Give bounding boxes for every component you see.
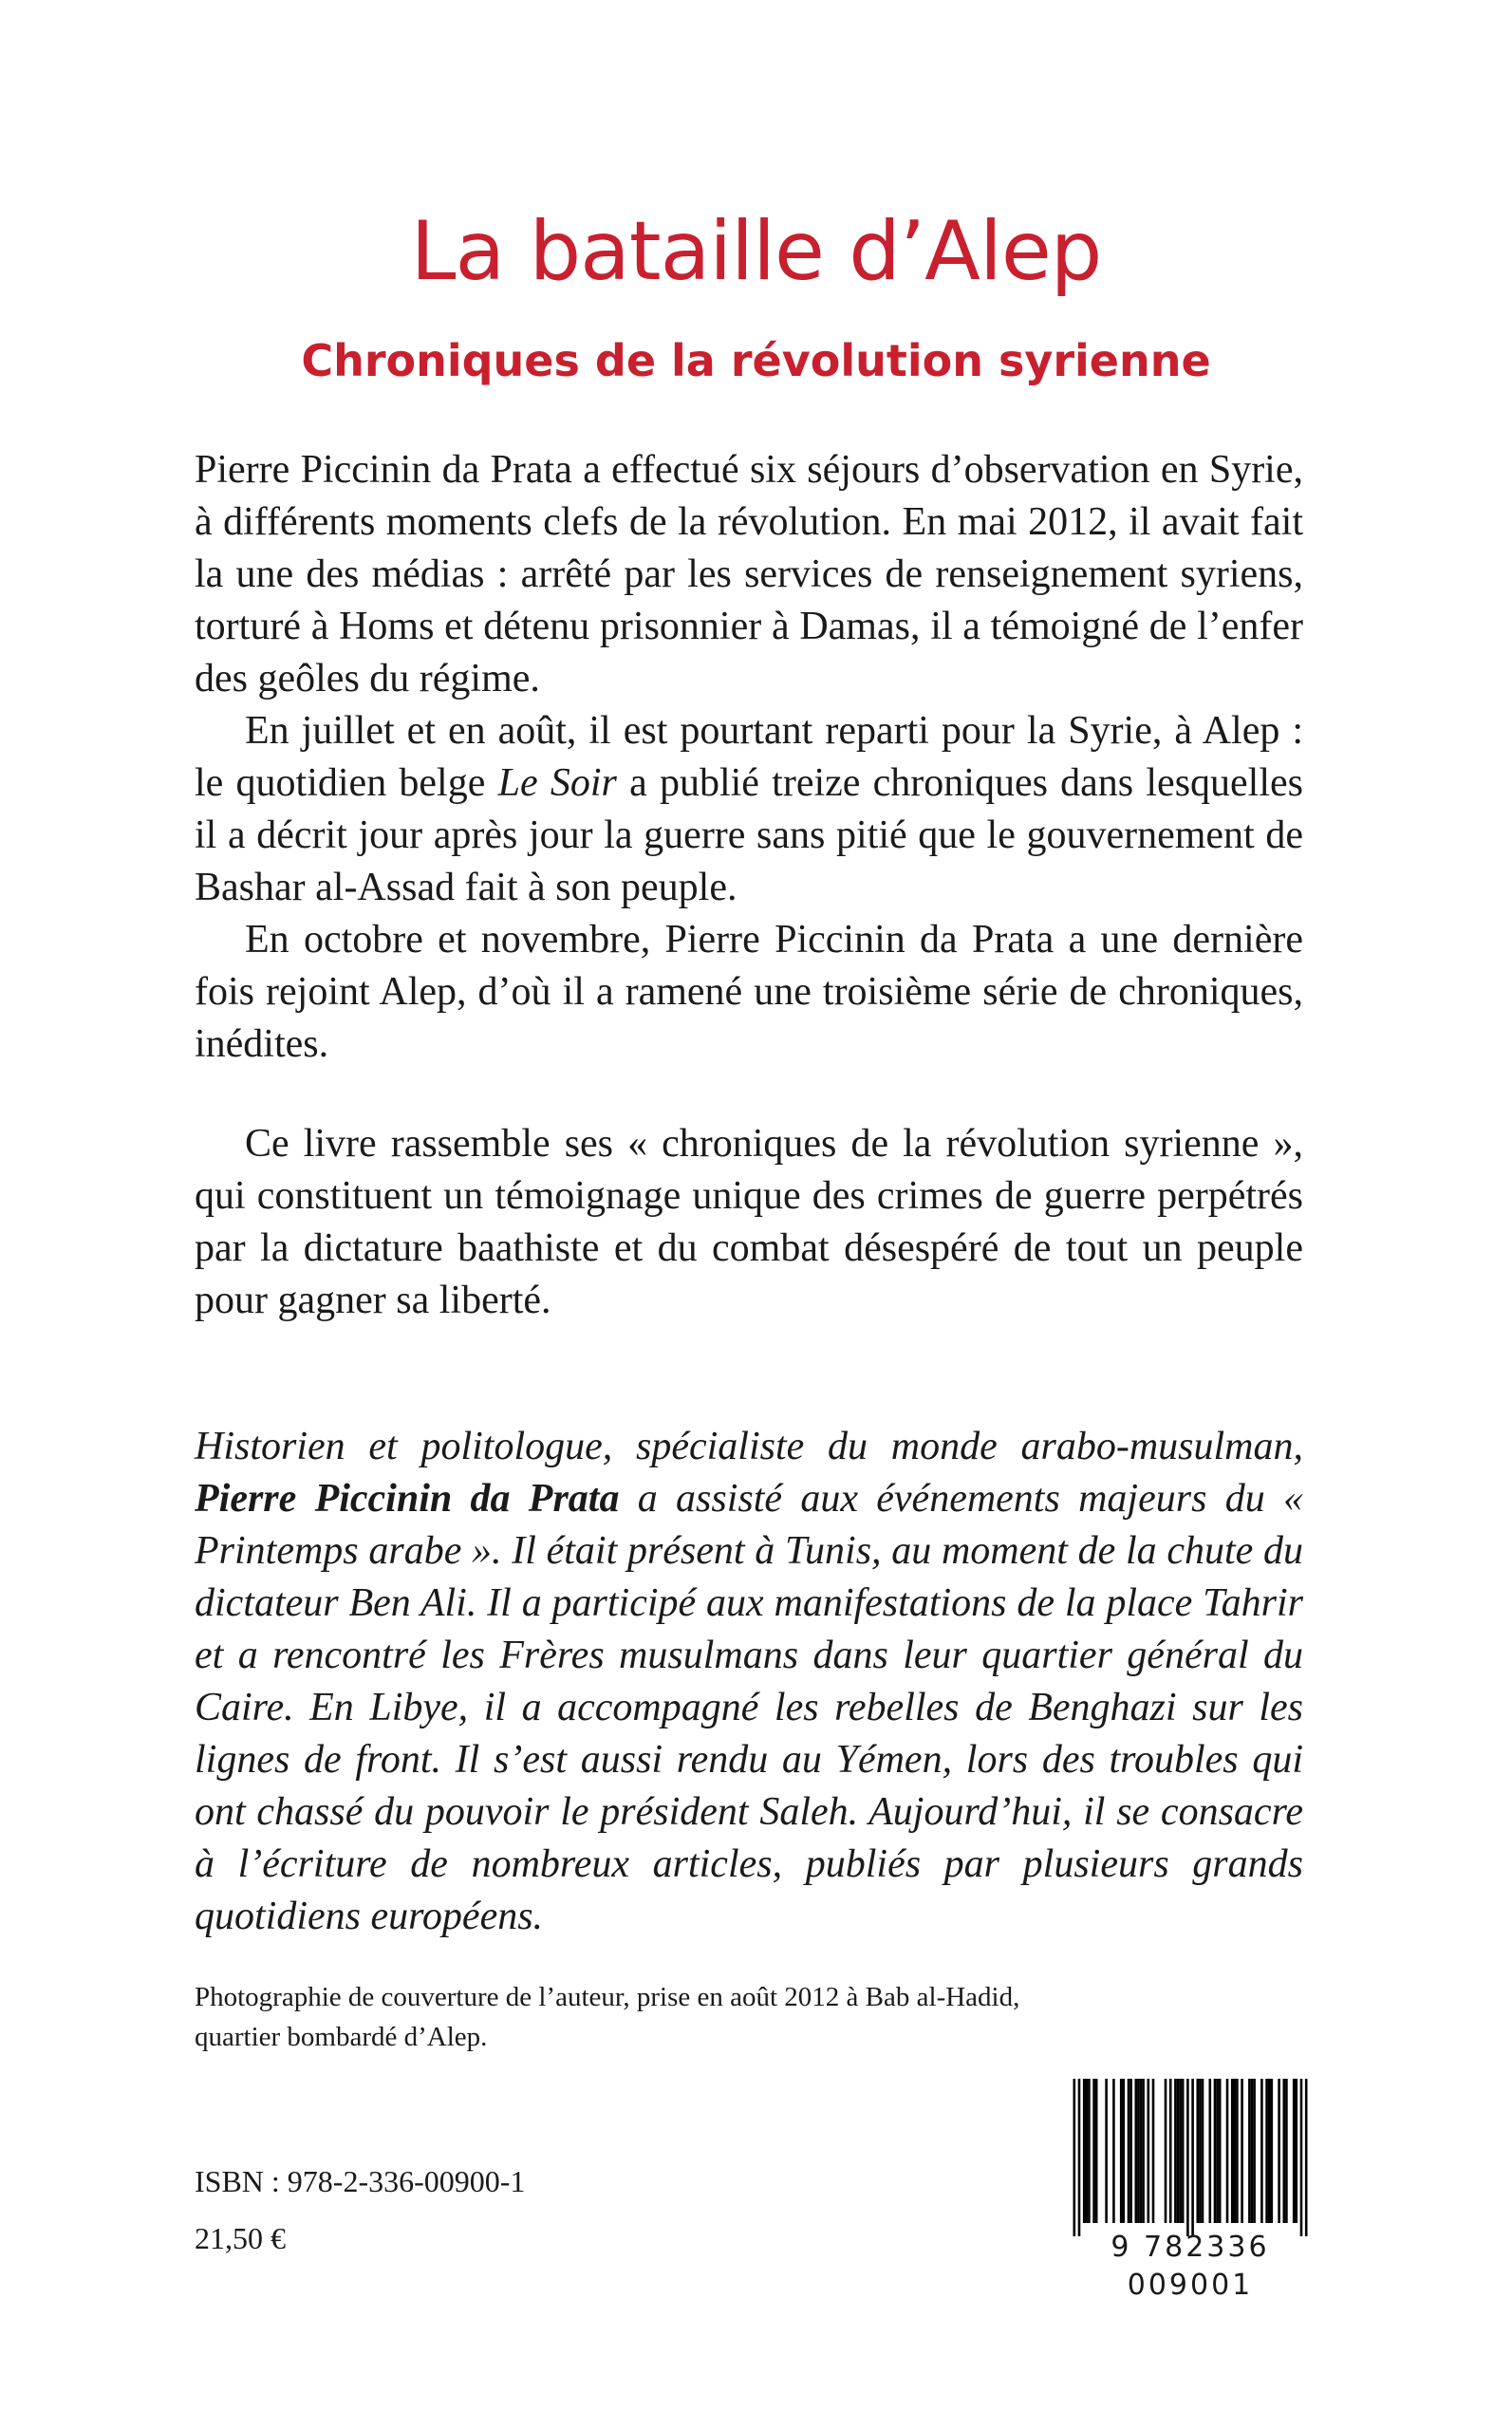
author-name: Pierre Piccinin da Prata [195, 1477, 620, 1521]
barcode-bar [1305, 2079, 1308, 2236]
barcode-bar [1268, 2079, 1271, 2223]
barcode-bar [1300, 2079, 1303, 2236]
barcode-bar [1105, 2079, 1108, 2223]
barcode-bar [1128, 2079, 1130, 2223]
barcode-bar [1165, 2079, 1167, 2223]
barcode-bar [1251, 2079, 1254, 2223]
barcode-bar [1219, 2079, 1222, 2223]
author-bio [195, 1421, 1303, 1943]
barcode-bar [1179, 2079, 1182, 2223]
barcode-bar [1148, 2079, 1150, 2223]
barcode-bar [1236, 2079, 1239, 2223]
barcode-bar [1086, 2079, 1089, 2223]
barcode-bar [1265, 2079, 1268, 2223]
barcode-bar [1199, 2079, 1202, 2223]
book-subtitle: Chroniques de la révolution syrienne [301, 335, 1211, 386]
barcode-bar [1241, 2079, 1243, 2223]
barcode-bar [1202, 2079, 1204, 2223]
description-paragraph-3: En octobre et novembre, Pierre Piccinin da Prata a une dernière fois rejoint Alep, d’où il a ramené une troisième série de chroniques, inédites. [195, 918, 1303, 1066]
barcode-bar [1123, 2079, 1126, 2223]
newspaper-name: Le Soir [497, 761, 617, 805]
barcode-bar [1231, 2079, 1234, 2223]
barcode-bar [1095, 2079, 1098, 2223]
paragraph-2-end: a publié treize chroniques dans lesquelles il a décrit jour après jour la guerre sans pitié que le gouvernement de Bashar al-Assad fait à son peuple. [195, 761, 1303, 909]
barcode-bar [1140, 2079, 1143, 2223]
description-block [195, 444, 1303, 1071]
barcode-bar [1285, 2079, 1288, 2223]
barcode-bar [1191, 2079, 1194, 2236]
description-paragraph-1: Pierre Piccinin da Prata a effectué six séjours d’observation en Syrie, à différents moments clefs de la révolution. En mai 2012, il avait fait la une des médias : arrêté par les services de renseignement syriens, torturé à Homs et détenu prisonnier à Damas, il a témoigné de l’enfer des geôles du régime. [195, 448, 1303, 701]
barcode-bar [1186, 2079, 1189, 2236]
barcode-bar [1278, 2079, 1280, 2223]
price: 21,50 € [195, 2221, 286, 2255]
barcode-bars [1058, 2079, 1322, 2236]
barcode-digits: 9 782336 009001 [1111, 2231, 1270, 2302]
barcode-bar [1260, 2079, 1263, 2223]
barcode-bar [1253, 2079, 1256, 2223]
barcode-bar [1248, 2079, 1251, 2223]
barcode-bar [1296, 2079, 1298, 2223]
barcode-bar [1174, 2079, 1177, 2223]
barcode-bar [1142, 2079, 1145, 2223]
barcode-bar [1214, 2079, 1217, 2223]
barcode-bar [1135, 2079, 1138, 2223]
barcode-bar [1177, 2079, 1180, 2223]
barcode-bar [1137, 2079, 1140, 2223]
photo-credit-line-2: quartier bombardé d’Alep. [195, 2022, 488, 2052]
barcode-bar [1112, 2079, 1115, 2223]
author-bio-paragraph [195, 1421, 1303, 1943]
author-bio-start: Historien et politologue, spécialiste du monde arabo-musulman, [195, 1425, 1303, 1468]
barcode-bar [1283, 2079, 1286, 2223]
barcode-bar [1271, 2079, 1274, 2223]
barcode-bar [1169, 2079, 1172, 2223]
book-title: La bataille d’Alep [410, 204, 1102, 299]
description-paragraph-4: Ce livre rassemble ses « chroniques de la révolution syrienne », qui constituent un témoignage unique des crimes de guerre perpétrés par la dictature baathiste et du combat désespéré de tout un peuple pour gagner sa liberté. [195, 1122, 1303, 1322]
barcode-bar [1216, 2079, 1219, 2223]
isbn: ISBN : 978-2-336-00900-1 [195, 2164, 526, 2198]
barcode-bar [1293, 2079, 1296, 2223]
summary-block [195, 1118, 1303, 1327]
barcode-bar [1092, 2079, 1095, 2223]
barcode-bar [1129, 2079, 1132, 2223]
barcode-bar [1083, 2079, 1086, 2223]
description-paragraph-2 [195, 705, 1303, 914]
barcode-bar [1182, 2079, 1185, 2223]
barcode-bar [1197, 2079, 1200, 2223]
barcode-bar [1073, 2079, 1076, 2236]
photo-credit [195, 1977, 1144, 2057]
barcode-bar [1152, 2079, 1155, 2223]
photo-credit-line-1: Photographie de couverture de l’auteur, prise en août 2012 à Bab al-Hadid, [195, 1982, 1020, 2012]
barcode-bar [1226, 2079, 1229, 2223]
barcode-bar [1234, 2079, 1237, 2223]
barcode [1058, 2079, 1322, 2302]
paragraph-2-start: En juillet et en août, il est pourtant reparti pour la Syrie, à Alep : le quotidien belge [195, 709, 1303, 805]
barcode-bar [1088, 2079, 1091, 2223]
barcode-bar [1120, 2079, 1123, 2223]
barcode-bar [1078, 2079, 1081, 2236]
author-bio-end: a assisté aux événements majeurs du « Printemps arabe ». Il était présent à Tunis, au moment de la chute du dictateur Ben Ali. Il a participé aux manifestations de la place Tahrir et a rencontré les Frères musulmans dans leur quartier général du Caire. En Libye, il a accompagné les rebelles de Benghazi sur les lignes de front. Il s’est aussi rendu au Yémen, lors des troubles qui ont chassé du pouvoir le président Saleh. Aujourd’hui, il se consacre à l’écriture de nombreux articles, publiés par plusieurs grands quotidiens européens. [195, 1477, 1303, 1938]
barcode-bar [1209, 2079, 1212, 2223]
